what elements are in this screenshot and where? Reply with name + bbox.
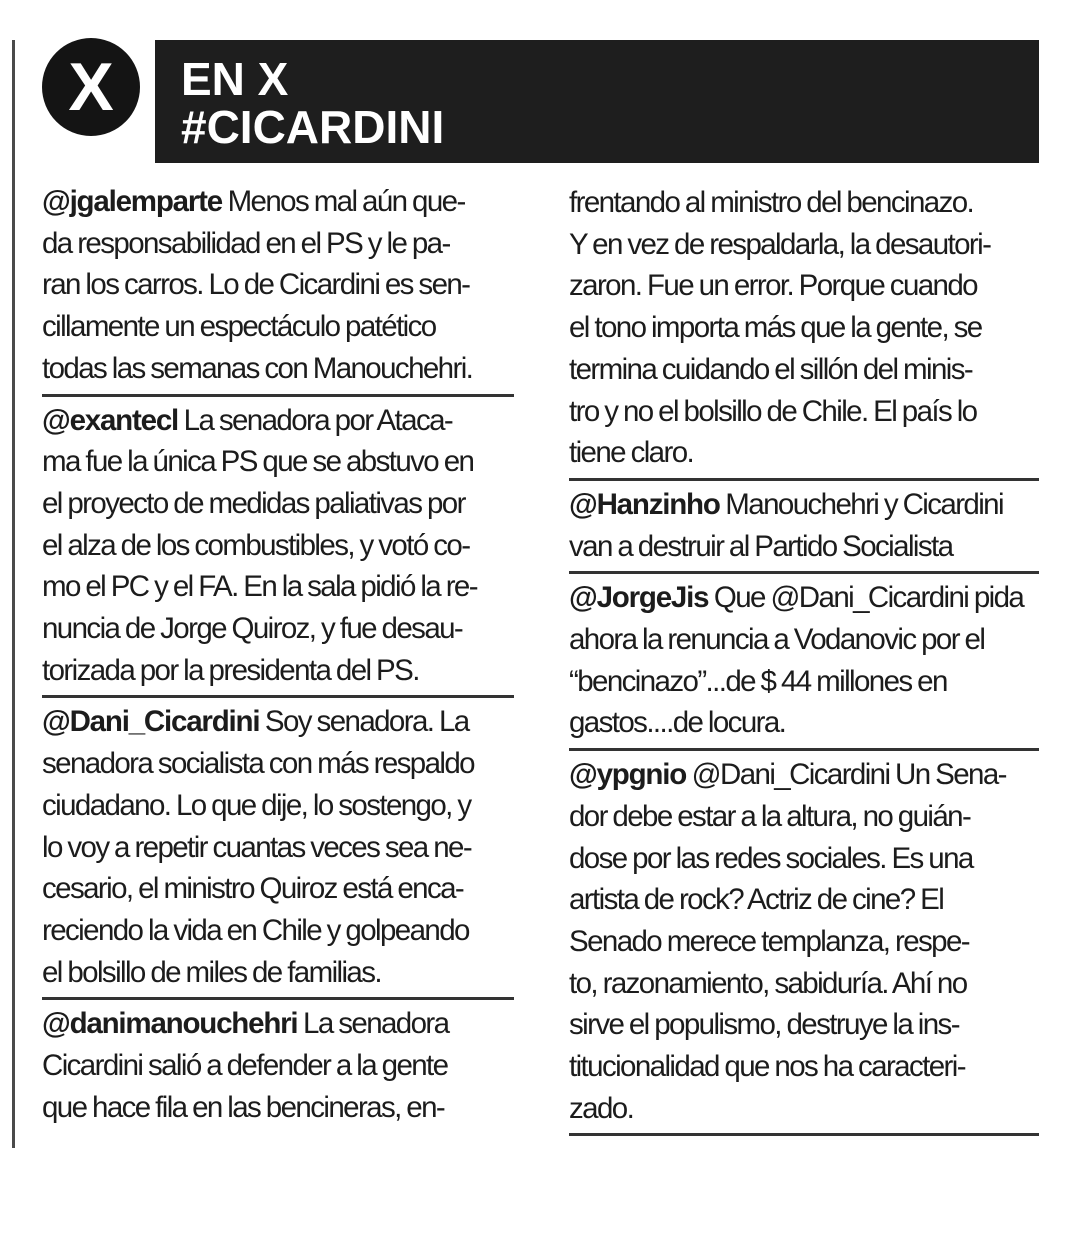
- right-column: [569, 182, 1039, 1136]
- section-title-line-1: EN X: [181, 53, 289, 105]
- tweet-jgalemparte: [42, 178, 514, 397]
- tweet-handle: @Dani_Cicardini: [42, 705, 260, 739]
- tweet-handle: @Hanzinho: [569, 487, 720, 521]
- tweet-ypgnio: [569, 751, 1039, 1136]
- tweet-text: La senadora por Ataca- ma fue la única PS que se abstuvo en el proyecto de medidas paliativas por el alza de los combustibles, y votó co- mo el PC y el FA. En la sala pidió la re- nuncia de Jorge Quiroz, y fue desau- torizada por la presidenta del PS.: [42, 403, 477, 687]
- tweet-handle: @danimanouchehri: [42, 1007, 298, 1041]
- tweet-text: @Dani_Cicardini Un Sena- dor debe estar a la altura, no guián- dose por las redes sociales. Es una artista de rock? Actriz de cine? El Senado merece templanza, respe- to, razonamiento, sabiduría. Ahí no sirve el populismo, destruye la ins- titucionalidad que nos ha caracteri- zado.: [569, 758, 1006, 1125]
- x-logo-icon: X: [42, 38, 140, 136]
- left-column: [42, 178, 514, 1132]
- tweet-text: Manouchehri y Cicardini van a destruir al Partido Socialista: [569, 487, 1003, 563]
- tweet-handle: @jgalemparte: [42, 185, 222, 218]
- tweet-text: La senadora Cicardini salió a defender a la gente que hace fila en las bencineras, en-: [42, 1007, 449, 1124]
- section-title-hashtag: #CICARDINI: [181, 101, 445, 153]
- tweet-text: Soy senadora. La senadora socialista con más respaldo ciudadano. Lo que dije, lo sostengo, y lo voy a repetir cuantas veces sea ne- cesario, el ministro Quiroz está enca- reciendo la vida en Chile y golpeando el bolsillo de miles de familias.: [42, 705, 474, 989]
- tweet-handle: @exantecl: [42, 403, 179, 437]
- tweet-handle: @ypgnio: [569, 758, 687, 792]
- section-header-banner: [155, 40, 1039, 163]
- tweet-text: Que @Dani_Cicardini pida ahora la renuncia a Vodanovic por el “bencinazo”...de $ 44 millones en gastos....de locura.: [569, 581, 1024, 740]
- tweet-hanzinho: [569, 481, 1039, 574]
- tweet-handle: @JorgeJis: [569, 581, 709, 615]
- tweet-text: frentando al ministro del bencinazo. Y en vez de respaldarla, la desautori- zaron. Fue un error. Porque cuando el tono importa más que la gente, se termina cuidando el sillón del minis- tro y no el bolsillo de Chile. El país lo tiene claro.: [569, 186, 991, 470]
- tweet-dani-cicardini: [42, 698, 514, 1000]
- tweet-text: Menos mal aún que- da responsabilidad en el PS y le pa- ran los carros. Lo de Cicardini es sen- cillamente un espectáculo patético todas las semanas con Manouchehri.: [42, 185, 473, 385]
- left-column-rule: [12, 40, 15, 1148]
- tweet-danimanouchehri-part-2: [569, 182, 1039, 481]
- tweet-danimanouchehri-part-1: [42, 1000, 514, 1132]
- tweet-jorgejis: [569, 574, 1039, 751]
- tweet-exantecl: [42, 397, 514, 699]
